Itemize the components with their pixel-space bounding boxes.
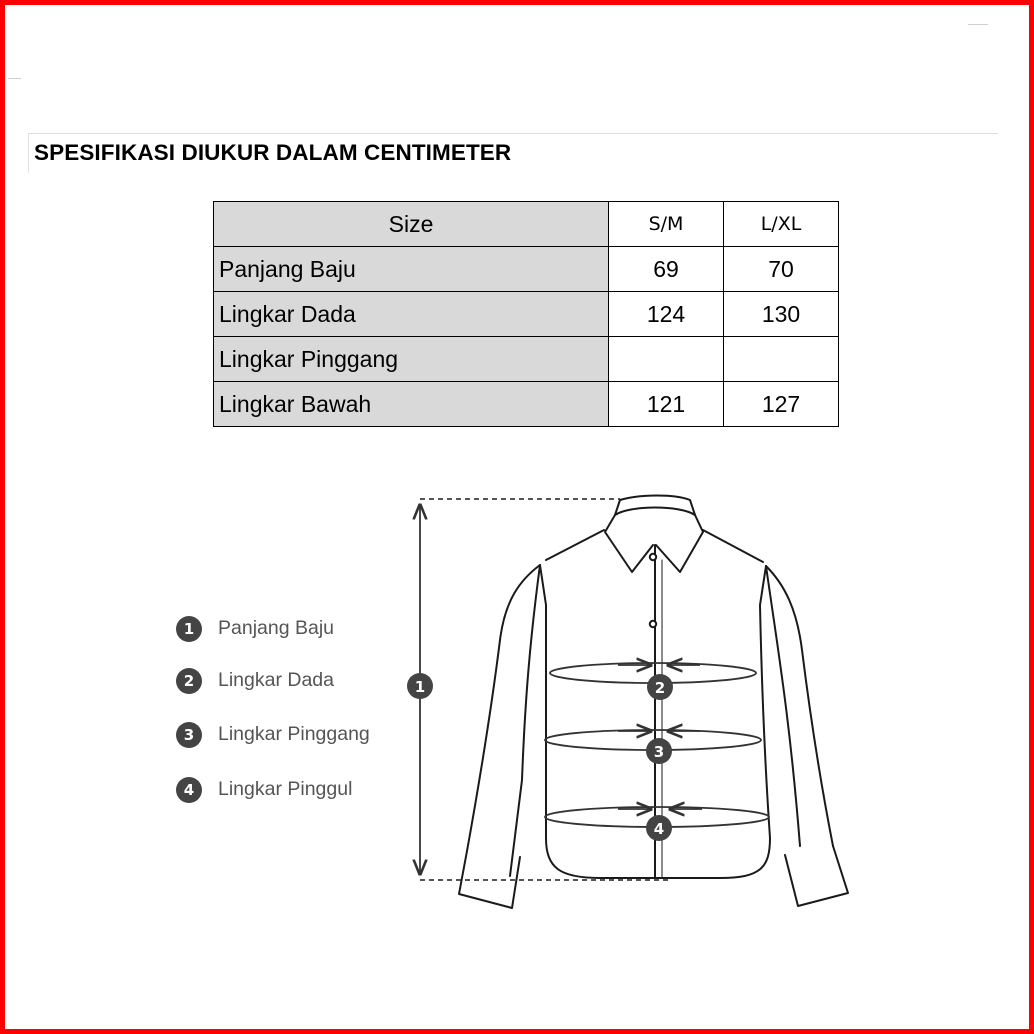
row-label: Lingkar Pinggang (214, 337, 609, 382)
row-label: Panjang Baju (214, 247, 609, 292)
marker-number: 4 (653, 820, 665, 838)
marker-number: 3 (653, 743, 665, 761)
cell-s-m: 121 (609, 382, 724, 427)
number-badge: 2 (176, 668, 202, 694)
marker-4 (646, 815, 672, 841)
shirt-outline (459, 496, 848, 909)
column-header-s-m: S/M (609, 202, 724, 247)
cell-l-xl: 130 (724, 292, 839, 337)
row-label: Lingkar Bawah (214, 382, 609, 427)
legend-label: Lingkar Pinggul (218, 778, 353, 800)
length-guide (420, 499, 668, 880)
cell-s-m: 124 (609, 292, 724, 337)
cell-l-xl: 127 (724, 382, 839, 427)
number-badge: 1 (176, 616, 202, 642)
cell-s-m: 69 (609, 247, 724, 292)
marker-number: 1 (414, 678, 426, 696)
number-badge: 4 (176, 777, 202, 803)
cell-l-xl: 70 (724, 247, 839, 292)
marker-1 (407, 673, 433, 699)
marker-3 (646, 738, 672, 764)
marker-number: 2 (654, 679, 666, 697)
page-title: SPESIFIKASI DIUKUR DALAM CENTIMETER (34, 140, 512, 165)
legend-label: Lingkar Pinggang (218, 723, 370, 745)
number-badge: 3 (176, 722, 202, 748)
row-label: Lingkar Dada (214, 292, 609, 337)
legend-label: Lingkar Dada (218, 669, 334, 691)
legend-label: Panjang Baju (218, 617, 335, 639)
marker-2 (647, 674, 673, 700)
column-header-size: Size (214, 202, 609, 247)
column-header-l-xl: L/XL (724, 202, 839, 247)
